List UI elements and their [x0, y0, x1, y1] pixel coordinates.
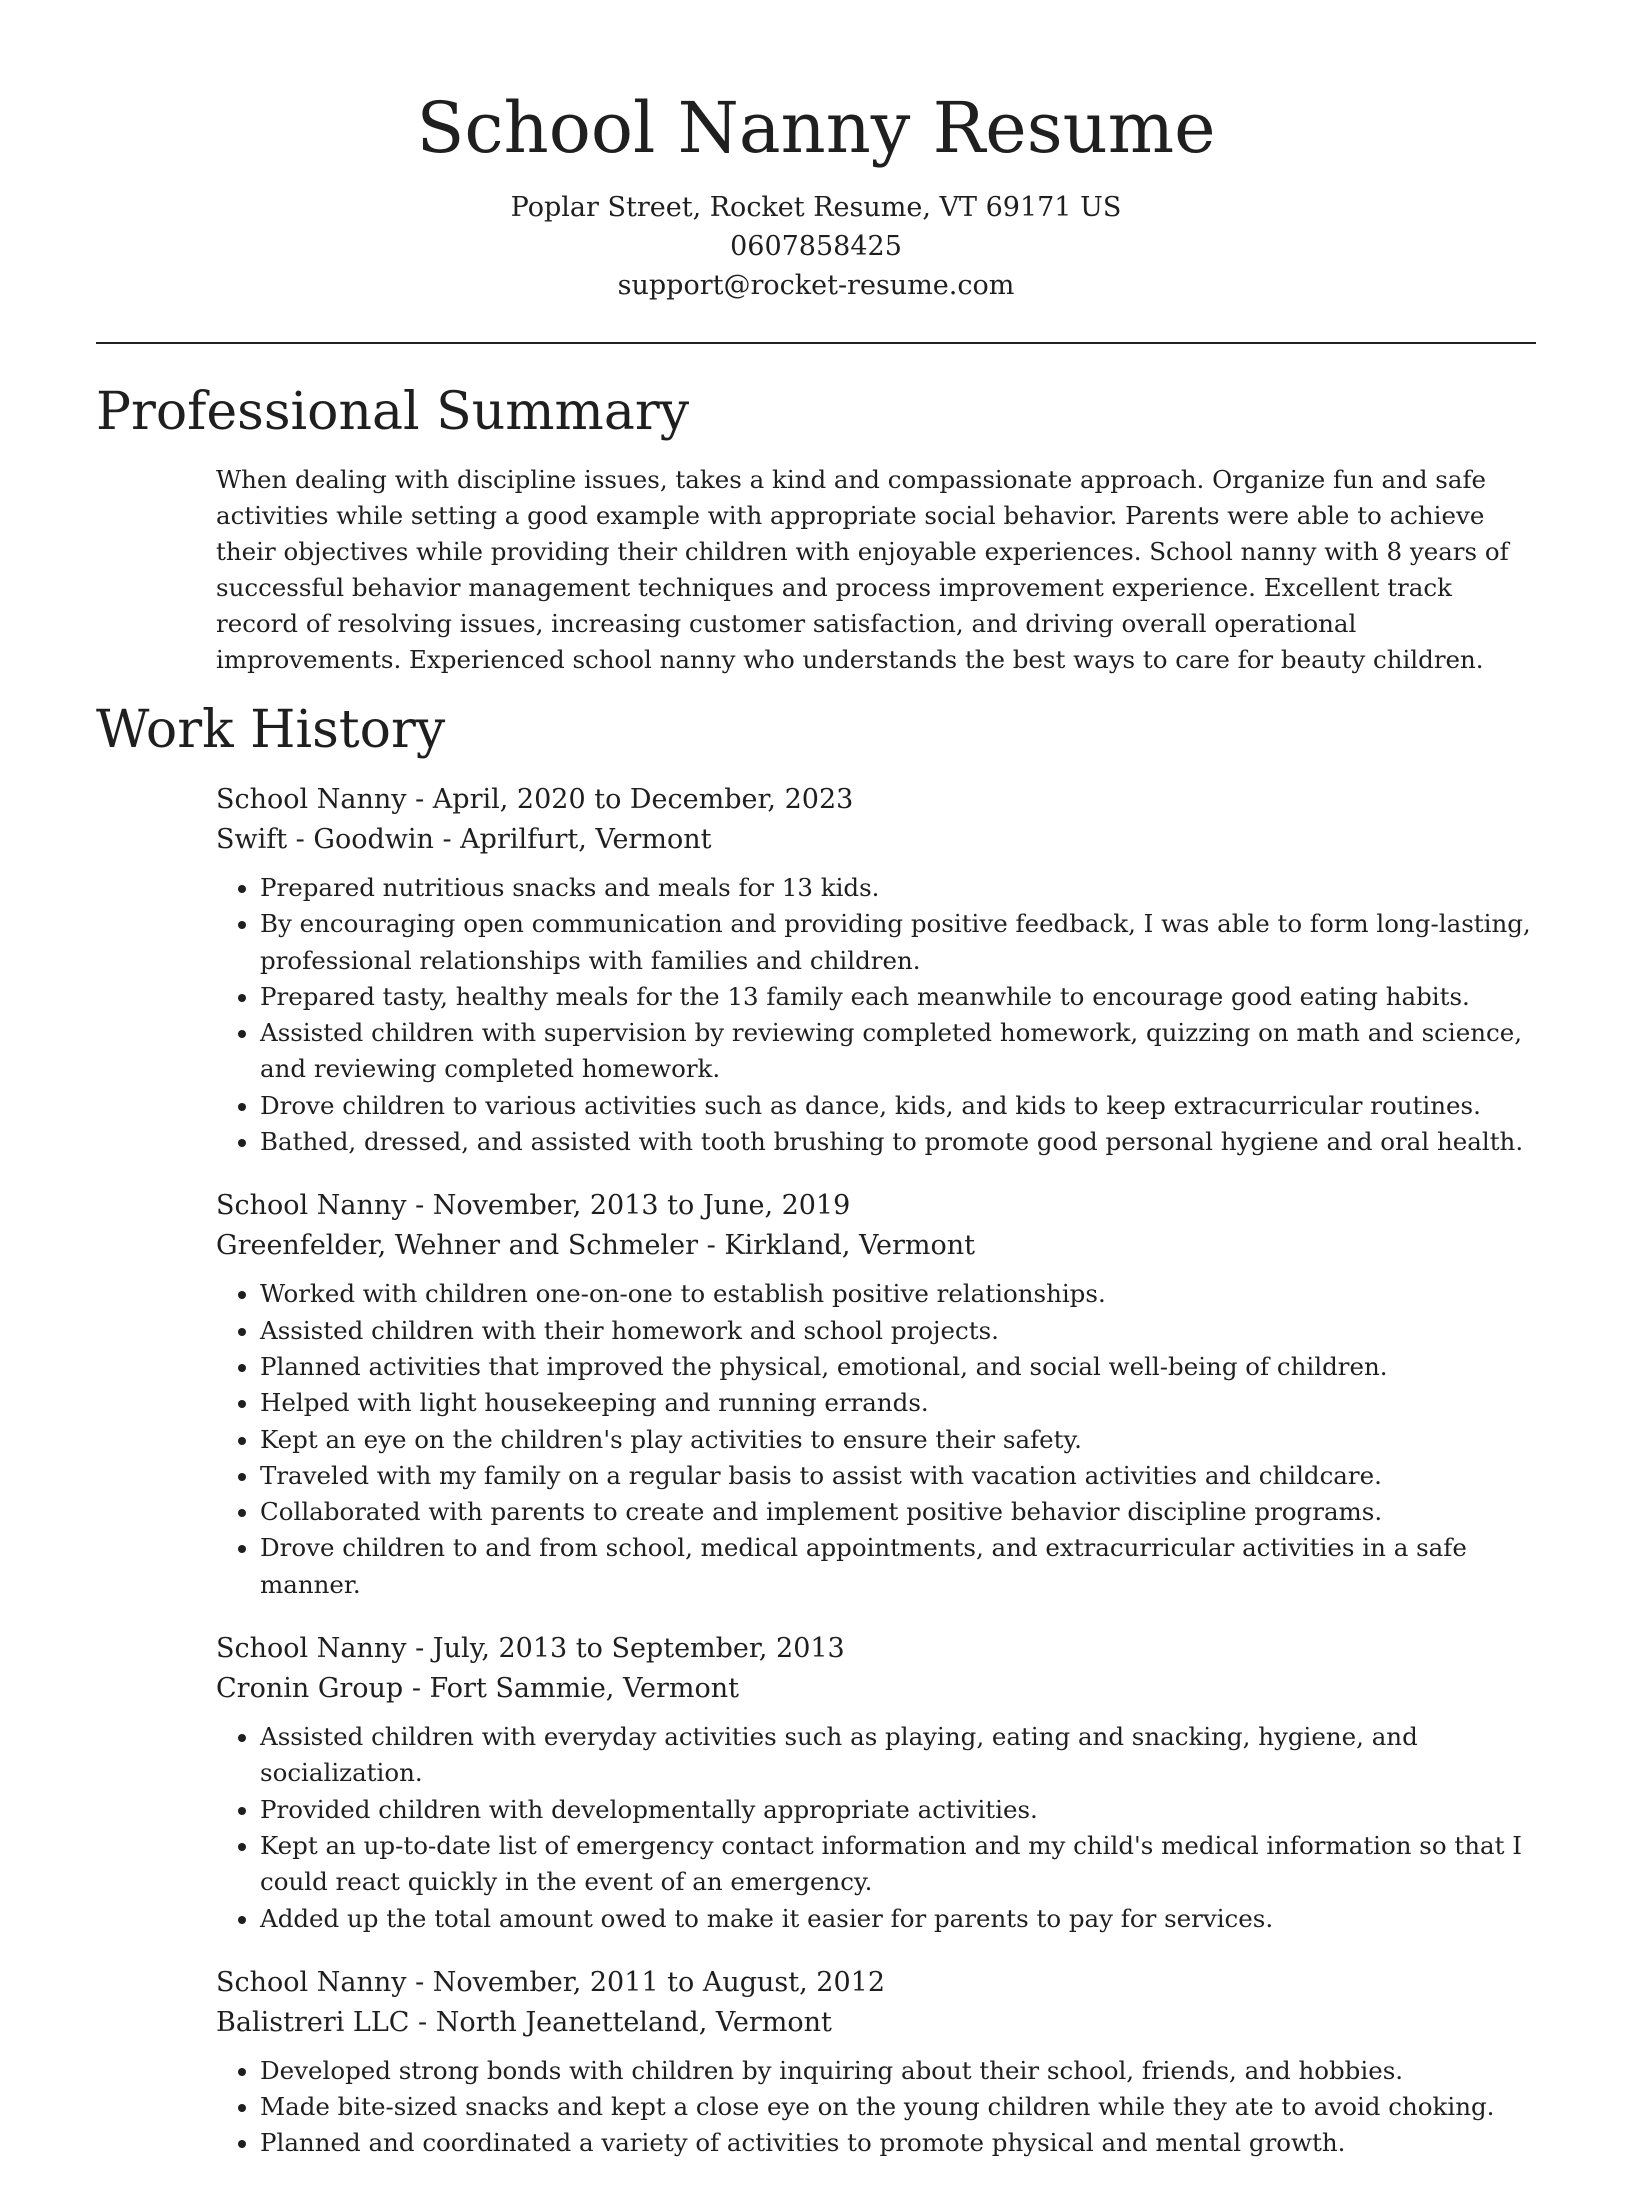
- job-title: School Nanny: [216, 1966, 407, 1998]
- job-employer-line: Swift - Goodwin - Aprilfurt, Vermont: [216, 824, 712, 855]
- job-dates: April, 2020 to December, 2023: [432, 784, 854, 815]
- job-bullet: • Bathed, dressed, and assisted with tooth brushing to promote good personal hygiene and oral health.: [260, 1124, 1536, 1160]
- job-bullet: • Helped with light housekeeping and running errands.: [260, 1385, 1536, 1421]
- job-employer: Swift - Goodwin: [216, 824, 434, 855]
- job-title: School Nanny: [216, 1633, 407, 1665]
- job-title-line: School Nanny - April, 2020 to December, 2023: [216, 784, 854, 815]
- contact-email: support@rocket-resume.com: [617, 270, 1015, 301]
- job-location: Aprilfurt, Vermont: [460, 824, 712, 855]
- resume-header: [0, 80, 1632, 305]
- job-location: Fort Sammie, Vermont: [429, 1673, 739, 1705]
- job-employer: Greenfelder, Wehner and Schmeler: [216, 1230, 699, 1262]
- job-bullet: • Made bite-sized snacks and kept a close eye on the young children while they ate to avoid choking.: [260, 2089, 1536, 2125]
- job-bullet: • Assisted children with supervision by reviewing completed homework, quizzing on math and science, and reviewing completed homework.: [260, 1015, 1536, 1088]
- job-bullet-list: [216, 1719, 1536, 1937]
- job-bullet: • Worked with children one-on-one to establish positive relationships.: [260, 1276, 1536, 1312]
- job-bullet: • Prepared tasty, healthy meals for the 13 family each meanwhile to encourage good eating habits.: [260, 979, 1536, 1015]
- job-bullet: • Planned and coordinated a variety of activities to promote physical and mental growth.: [260, 2125, 1536, 2161]
- job-title-line: School Nanny - July, 2013 to September, 2013: [216, 1633, 845, 1665]
- job-bullet: • Assisted children with everyday activities such as playing, eating and snacking, hygiene, and socialization.: [260, 1719, 1536, 1792]
- job-entry: [216, 1963, 1536, 2162]
- job-bullet: • Collaborated with parents to create and implement positive behavior discipline programs.: [260, 1494, 1536, 1530]
- work-history-list: [216, 780, 1536, 2188]
- job-employer-line: Cronin Group - Fort Sammie, Vermont: [216, 1673, 739, 1705]
- job-entry: [216, 780, 1536, 1160]
- job-bullet: • Kept an up-to-date list of emergency contact information and my child's medical information so that I could react quickly in the event of an emergency.: [260, 1828, 1536, 1901]
- header-divider: [96, 342, 1536, 344]
- job-bullet-list: [216, 870, 1536, 1160]
- contact-phone: 0607858425: [730, 231, 902, 262]
- job-entry: [216, 1186, 1536, 1603]
- job-bullet-list: [216, 1276, 1536, 1603]
- job-bullet: • Kept an eye on the children's play activities to ensure their safety.: [260, 1422, 1536, 1458]
- job-bullet: • Prepared nutritious snacks and meals for 13 kids.: [260, 870, 1536, 906]
- contact-block: [0, 188, 1632, 305]
- summary-heading: Professional Summary: [96, 382, 690, 442]
- job-dates: July, 2013 to September, 2013: [432, 1633, 845, 1665]
- contact-address: Poplar Street, Rocket Resume, VT 69171 US: [510, 192, 1122, 223]
- job-employer-line: Greenfelder, Wehner and Schmeler - Kirkland, Vermont: [216, 1230, 975, 1262]
- job-bullet: • Traveled with my family on a regular basis to assist with vacation activities and childcare.: [260, 1458, 1536, 1494]
- job-location: Kirkland, Vermont: [724, 1230, 975, 1262]
- job-bullet: • Drove children to various activities such as dance, kids, and kids to keep extracurricular routines.: [260, 1088, 1536, 1124]
- job-bullet: • Developed strong bonds with children by inquiring about their school, friends, and hobbies.: [260, 2053, 1536, 2089]
- job-bullet: • Added up the total amount owed to make it easier for parents to pay for services.: [260, 1901, 1536, 1937]
- summary-text: When dealing with discipline issues, takes a kind and compassionate approach. Organize fun and safe activities while setting a good example with appropriate social behavior. Parents were able to achieve their objectives while providing their children with enjoyable experiences. School nanny with 8 years of successful behavior management techniques and process improvement experience. Excellent track record of resolving issues, increasing customer satisfaction, and driving overall operational improvements. Experienced school nanny who understands the best ways to care for beauty children.: [216, 465, 1509, 674]
- job-bullet: • Assisted children with their homework and school projects.: [260, 1313, 1536, 1349]
- job-employer-line: Balistreri LLC - North Jeanetteland, Vermont: [216, 2006, 832, 2038]
- job-bullet: • Drove children to and from school, medical appointments, and extracurricular activities in a safe manner.: [260, 1530, 1536, 1603]
- work-history-heading: Work History: [96, 700, 446, 760]
- job-employer: Balistreri LLC: [216, 2006, 410, 2038]
- job-bullet-list: [216, 2053, 1536, 2162]
- job-title: School Nanny: [216, 784, 407, 815]
- job-entry: [216, 1629, 1536, 1937]
- job-title-line: School Nanny - November, 2011 to August, 2012: [216, 1966, 886, 1998]
- resume-title: School Nanny Resume: [416, 87, 1216, 169]
- job-bullet: • Planned activities that improved the physical, emotional, and social well-being of children.: [260, 1349, 1536, 1385]
- job-title: School Nanny: [216, 1190, 407, 1222]
- job-title-line: School Nanny - November, 2013 to June, 2019: [216, 1190, 851, 1222]
- job-dates: November, 2011 to August, 2012: [432, 1966, 886, 1998]
- job-bullet: • Provided children with developmentally appropriate activities.: [260, 1792, 1536, 1828]
- job-dates: November, 2013 to June, 2019: [432, 1190, 851, 1222]
- job-bullet: • By encouraging open communication and providing positive feedback, I was able to form long-lasting, professional relationships with families and children.: [260, 906, 1536, 979]
- job-location: North Jeanetteland, Vermont: [435, 2006, 832, 2038]
- job-employer: Cronin Group: [216, 1673, 404, 1705]
